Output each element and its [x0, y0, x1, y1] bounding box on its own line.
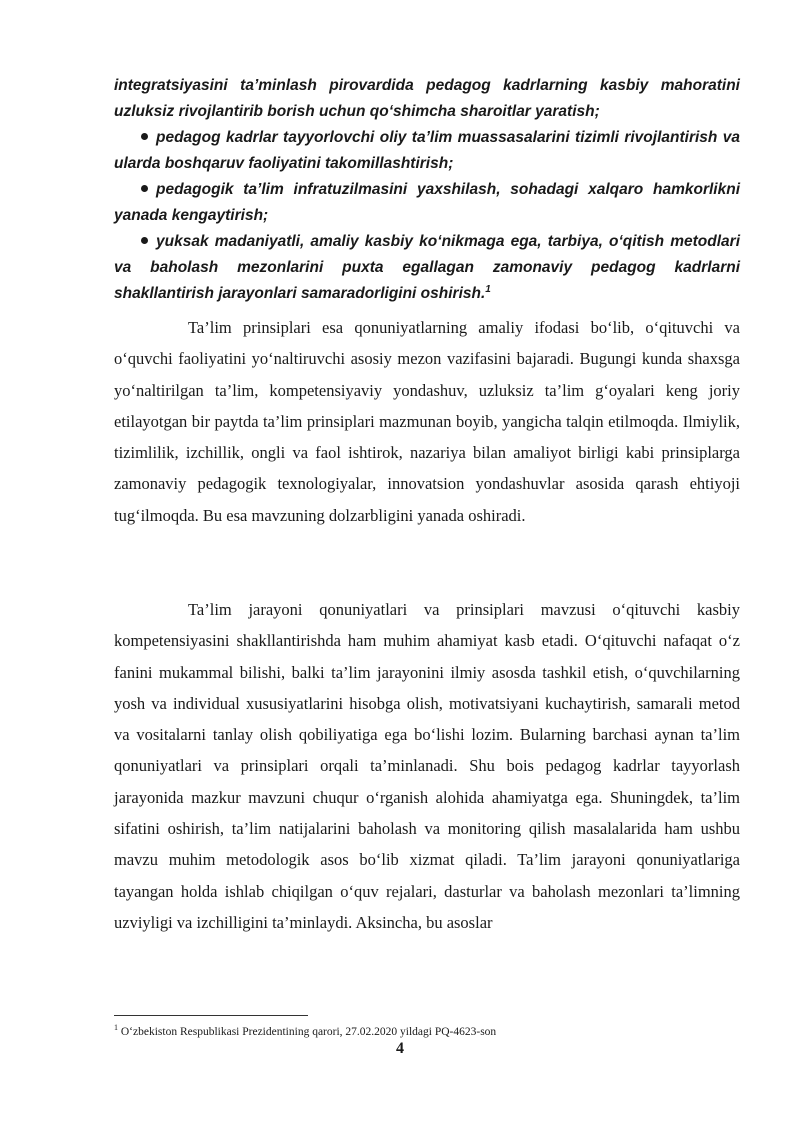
- bullet-icon: [141, 185, 148, 192]
- bullet-text: pedagog kadrlar tayyorlovchi oliy ta’lim muassasalarini tizimli rivojlantirish va ularda boshqaruv faoliyatini takomillashtirish;: [114, 129, 740, 172]
- paragraph-principles: Ta’lim prinsiplari esa qonuniyatlarning amaliy ifodasi bo‘lib, o‘qituvchi va o‘quvchi faoliyatini yo‘naltiruvchi asosiy mezon vazifasini bajaradi. Bugungi kunda shaxsga yo‘naltirilgan ta’lim, kompetensiyaviy yondashuv, uzluksiz ta’lim g‘oyalari keng joriy etilayotgan bir paytda ta’lim prinsiplari mazmunan boyib, yangicha talqin etilmoqda. Ilmiylik, tizimlilik, izchillik, ongli va faol ishtirok, nazariya bilan amaliyot birligi kabi prinsiplarga zamonaviy pedagogik texnologiyalar, innovatsion yondashuvlar asosida qarash ehtiyoji tug‘ilmoqda. Bu esa mavzuning dolzarbligini yanada oshiradi.: [114, 318, 740, 525]
- footnote-reference[interactable]: 1: [485, 283, 491, 295]
- footnote-number: 1: [114, 1023, 118, 1032]
- bullet-item: [114, 125, 740, 177]
- footnote-separator: [114, 1015, 308, 1016]
- lead-text: integratsiyasini ta’minlash pirovardida pedagog kadrlarning kasbiy mahoratini uzluksiz rivojlantirib borish uchun qo‘shimcha sharoitlar yaratish;: [114, 77, 740, 120]
- bullet-text: yuksak madaniyatli, amaliy kasbiy ko‘nikmaga ega, tarbiya, o‘qitish metodlari va baholash mezonlarini puxta egallagan zamonaviy pedagog kadrlarni shakllantirish jarayonlari samaradorligini oshirish.: [114, 233, 740, 302]
- footnote-text: O‘zbekiston Respublikasi Prezidentining qarori, 27.02.2020 yildagi PQ-4623-son: [120, 1025, 497, 1038]
- page-number: 4: [396, 1040, 404, 1057]
- bullet-icon: [141, 133, 148, 140]
- bullet-list: [114, 125, 740, 307]
- bullet-item: [114, 177, 740, 229]
- bullet-item: [114, 229, 740, 307]
- bullet-icon: [141, 237, 148, 244]
- bullet-text: pedagogik ta’lim infratuzilmasini yaxshilash, sohadagi xalqaro hamkorlikni yanada kengaytirish;: [114, 181, 740, 224]
- footnote: [114, 1021, 496, 1039]
- paragraph-competence: Ta’lim jarayoni qonuniyatlari va prinsiplari mavzusi o‘qituvchi kasbiy kompetensiyasini shakllantirishda ham muhim ahamiyat kasb etadi. O‘qituvchi nafaqat o‘z fanini mukammal bilishi, balki ta’lim jarayonini ilmiy asosda tashkil etish, o‘quvchilarning yosh va individual xususiyatlarini hisobga olish, motivatsiyani kuchaytirish, samarali metod va vositalarni tanlay olish qobiliyatiga ega bo‘lishi lozim. Bularning barchasi aynan ta’lim qonuniyatlari va prinsiplari orqali ta’minlanadi. Shu bois pedagog kadrlar tayyorlash jarayonida mazkur mavzuni chuqur o‘rganish alohida ahamiyatga ega. Shuningdek, ta’lim sifatini oshirish, ta’lim natijalarini baholash va monitoring qilish masalalarida ham ushbu mavzu muhim metodologik asos bo‘lib xizmat qiladi. Ta’lim jarayoni qonuniyatlariga tayangan holda ishlab chiqilgan o‘quv rejalari, dasturlar va baholash mezonlari ta’limning uzviyligi va izchilligini ta’minlaydi. Aksincha, bu asoslar: [114, 600, 740, 932]
